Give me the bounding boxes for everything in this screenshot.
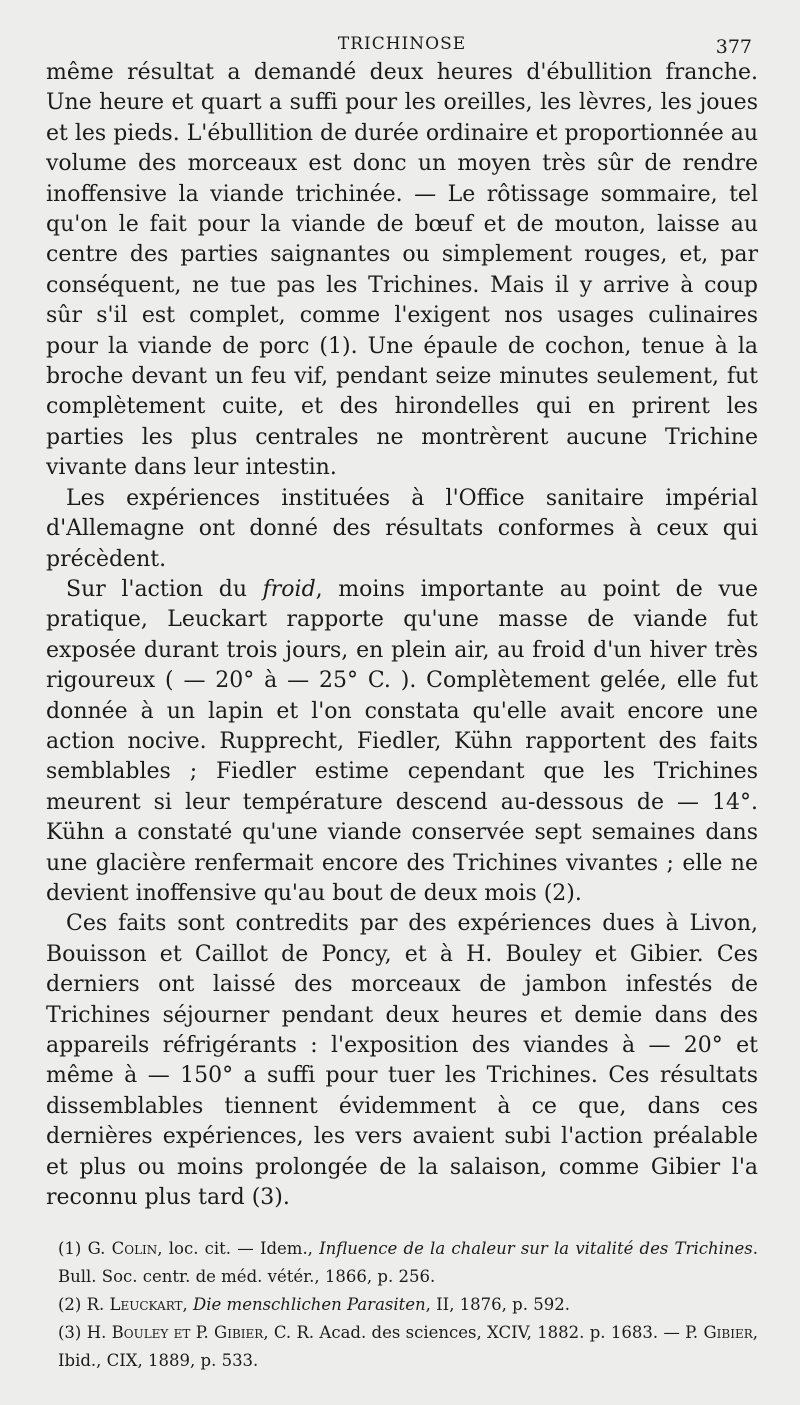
footnote-3: [58, 1319, 758, 1375]
footnote-title: Influence de la chaleur sur la vitalité des Trichines: [319, 1239, 753, 1259]
footnote-author: R. Leuckart: [86, 1295, 183, 1315]
running-title: TRICHINOSE: [337, 34, 467, 54]
footnote-text: , loc. cit. — Idem.,: [157, 1239, 320, 1259]
paragraph-3-rest: , moins importante au point de vue pratique, Leuckart rapporte qu'une masse de viande fut exposée durant trois jours, en plein air, au froid d'un hiver très rigoureux ( — 20° à — 25° C. ). Complètement gelée, elle fut donnée à un lapin et l'on constata qu'elle avait encore une action nocive. Rupprecht, Fiedler, Kühn rapportent des faits semblables ; Fiedler estime cependant que les Trichines meurent si leur température descend au-dessous de — 14°. Kühn a constaté qu'une viande conservée sept semaines dans une glacière renfermait encore des Trichines vivantes ; elle ne devient inoffensive qu'au bout de deux mois (2).: [46, 576, 758, 906]
footnote-mark: (3): [58, 1323, 87, 1343]
footnote-mark: (1): [58, 1239, 88, 1259]
footnote-text: ,: [182, 1295, 194, 1315]
footnote-title: Die menschlichen Parasiten: [193, 1295, 426, 1315]
footnote-author: H. Bouley et P. Gibier: [86, 1323, 264, 1343]
footnote-text: . Bull. Soc. centr. de méd. vétér., 1866, p. 256.: [58, 1239, 758, 1287]
footnote-author: Gibier: [703, 1323, 753, 1343]
footnote-1: [58, 1235, 758, 1291]
footnote-2: [58, 1291, 758, 1319]
paragraph-2: Les expériences instituées à l'Office sanitaire impérial d'Allemagne ont donné des résultats conformes à ceux qui précèdent.: [46, 485, 758, 572]
paragraph-4: Ces faits sont contredits par des expériences dues à Livon, Bouisson et Caillot de Poncy, et à H. Bouley et Gibier. Ces derniers ont laissé des morceaux de jambon infestés de Trichines séjourner pendant deux heures et demie dans des appareils réfrigérants : l'exposition des viandes à — 20° et même à — 150° a suffi pour tuer les Trichines. Ces résultats dissemblables tiennent évidemment à ce que, dans ces dernières expériences, les vers avaient subi l'action préalable et plus ou moins prolongée de la salaison, comme Gibier l'a reconnu plus tard (3).: [46, 911, 758, 1211]
page-header: [46, 28, 758, 58]
footnotes: [46, 1235, 758, 1375]
paragraph-1: même résultat a demandé deux heures d'ébullition franche. Une heure et quart a suffi pour les oreilles, les lèvres, les joues et les pieds. L'ébullition de durée ordinaire et proportionnée au volume des morceaux est donc un moyen très sûr de rendre inoffensive la viande trichinée. — Le rôtissage sommaire, tel qu'on le fait pour la viande de bœuf et de mouton, laisse au centre des parties saignantes ou simplement rouges, et, par conséquent, ne tue pas les Trichines. Mais il y arrive à coup sûr s'il est complet, comme l'exigent nos usages culinaires pour la viande de porc (1). Une épaule de cochon, tenue à la broche devant un feu vif, pendant seize minutes seulement, fut complètement cuite, et des hirondelles qui en prirent les parties les plus centrales ne montrèrent aucune Trichine vivante dans leur intestin.: [46, 60, 758, 481]
italic-term-froid: froid: [262, 576, 316, 602]
paragraph-3-start: Sur l'action du: [66, 576, 263, 602]
footnote-text: , II, 1876, p. 592.: [425, 1295, 570, 1315]
body-text: [46, 58, 758, 1213]
footnote-mark: (2): [58, 1295, 87, 1315]
footnote-text: , C. R. Acad. des sciences, XCIV, 1882. p. 1683. — P.: [263, 1323, 704, 1343]
footnote-text: , Ibid., CIX, 1889, p. 533.: [58, 1323, 759, 1371]
page-number: 377: [715, 36, 752, 58]
paragraph-3: [46, 575, 758, 909]
footnote-author: G. Colin: [87, 1239, 158, 1259]
